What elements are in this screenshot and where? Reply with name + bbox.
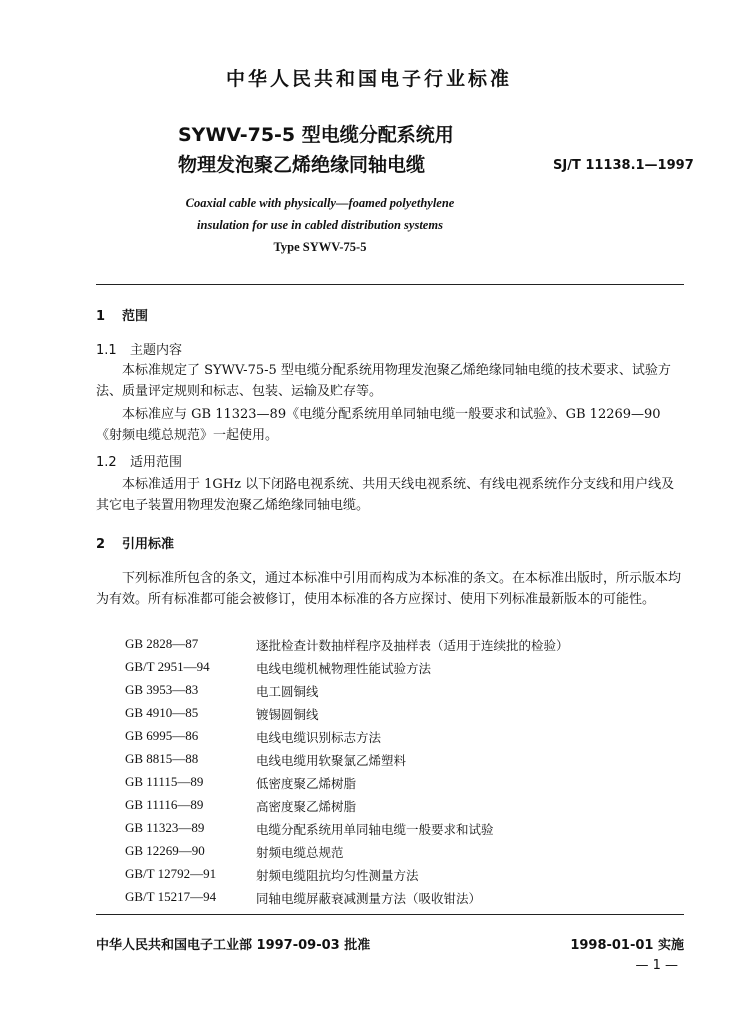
approval-statement: 中华人民共和国电子工业部 1997-09-03 批准 [96, 938, 371, 953]
reference-row [125, 889, 685, 912]
reference-description: 电线电缆用软聚氯乙烯塑料 [256, 753, 407, 768]
reference-code: GB/T 2951—94 [125, 659, 210, 674]
org-title: 中华人民共和国电子行业标准 [225, 68, 512, 90]
reference-code: GB 6995—86 [125, 728, 199, 743]
reference-code: GB 3953—83 [125, 682, 199, 697]
reference-row [125, 705, 685, 728]
reference-row [125, 728, 685, 751]
header-divider [96, 284, 684, 285]
section-1-title: 范围 [122, 309, 149, 324]
section-2-heading [96, 534, 686, 555]
section-1-1-heading [96, 340, 686, 361]
reference-row [125, 751, 685, 774]
section-1-1-number: 1.1 [96, 343, 117, 358]
reference-code: GB 11115—89 [125, 774, 204, 789]
reference-code: GB 4910—85 [125, 705, 199, 720]
reference-description: 逐批检查计数抽样程序及抽样表（适用于连续批的检验） [256, 638, 569, 653]
standard-title-line-1: SYWV-75-5 型电缆分配系统用 [178, 124, 454, 146]
reference-code: GB 11116—89 [125, 797, 204, 812]
section-1-2-number: 1.2 [96, 455, 117, 470]
reference-description: 电线电缆机械物理性能试验方法 [256, 661, 432, 676]
reference-description: 同轴电缆屏蔽衰减测量方法（吸收钳法） [256, 891, 482, 906]
section-1-heading [96, 306, 686, 327]
english-title-line-3: Type SYWV-75-5 [273, 240, 367, 254]
reference-description: 高密度聚乙烯树脂 [256, 799, 357, 814]
reference-code: GB/T 15217—94 [125, 889, 217, 904]
page-number: — 1 — [635, 958, 678, 973]
reference-code: GB 2828—87 [125, 636, 199, 651]
reference-code: GB 12269—90 [125, 843, 205, 858]
standard-title-line-2: 物理发泡聚乙烯绝缘同轴电缆 [178, 154, 426, 176]
section-1-2-heading [96, 452, 686, 473]
reference-row [125, 866, 685, 889]
section-1-2-title: 适用范围 [130, 455, 183, 470]
section-2-title: 引用标准 [122, 537, 175, 552]
english-title-line-1: Coaxial cable with physically—foamed polyethylene [185, 196, 455, 210]
section-2-paragraph-1: 下列标准所包含的条文，通过本标准中引用而构成为本标准的条文。在本标准出版时，所示版本均为有效。所有标准都可能会被修订，使用本标准的各方应探讨、使用下列标准最新版本的可能性。 [96, 571, 682, 607]
section-1-1-paragraph-1: 本标准规定了 SYWV-75-5 型电缆分配系统用物理发泡聚乙烯绝缘同轴电缆的技术要求、试验方法、质量评定规则和标志、包装、运输及贮存等。 [96, 363, 671, 399]
reference-description: 射频电缆总规范 [256, 845, 344, 860]
english-title-line-2: insulation for use in cabled distribution systems [197, 218, 443, 232]
reference-row [125, 682, 685, 705]
reference-code: GB 8815—88 [125, 751, 199, 766]
reference-row [125, 843, 685, 866]
section-1-2-paragraph-1: 本标准适用于 1GHz 以下闭路电视系统、共用天线电视系统、有线电视系统作分支线和用户线及其它电子装置用物理发泡聚乙烯绝缘同轴电缆。 [96, 477, 675, 513]
reference-row [125, 820, 685, 843]
section-1-1-paragraph-2: 本标准应与 GB 11323—89《电缆分配系统用单同轴电缆一般要求和试验》、GB 12269—90《射频电缆总规范》一起使用。 [96, 407, 661, 443]
standard-code: SJ/T 11138.1—1997 [553, 158, 694, 173]
section-2-number: 2 [96, 537, 106, 552]
reference-description: 电线电缆识别标志方法 [256, 730, 382, 745]
reference-row [125, 636, 685, 659]
section-1-number: 1 [96, 309, 106, 324]
section-1-1-title: 主题内容 [130, 343, 183, 358]
reference-description: 电工圆铜线 [256, 684, 319, 699]
reference-row [125, 797, 685, 820]
implementation-date: 1998-01-01 实施 [570, 938, 684, 953]
reference-description: 低密度聚乙烯树脂 [256, 776, 357, 791]
reference-description: 射频电缆阻抗均匀性测量方法 [256, 868, 419, 883]
reference-description: 电缆分配系统用单同轴电缆一般要求和试验 [256, 822, 494, 837]
reference-row [125, 659, 685, 682]
reference-code: GB 11323—89 [125, 820, 205, 835]
reference-code: GB/T 12792—91 [125, 866, 217, 881]
reference-row [125, 774, 685, 797]
footer-divider [96, 914, 684, 915]
reference-description: 镀锡圆铜线 [256, 707, 319, 722]
